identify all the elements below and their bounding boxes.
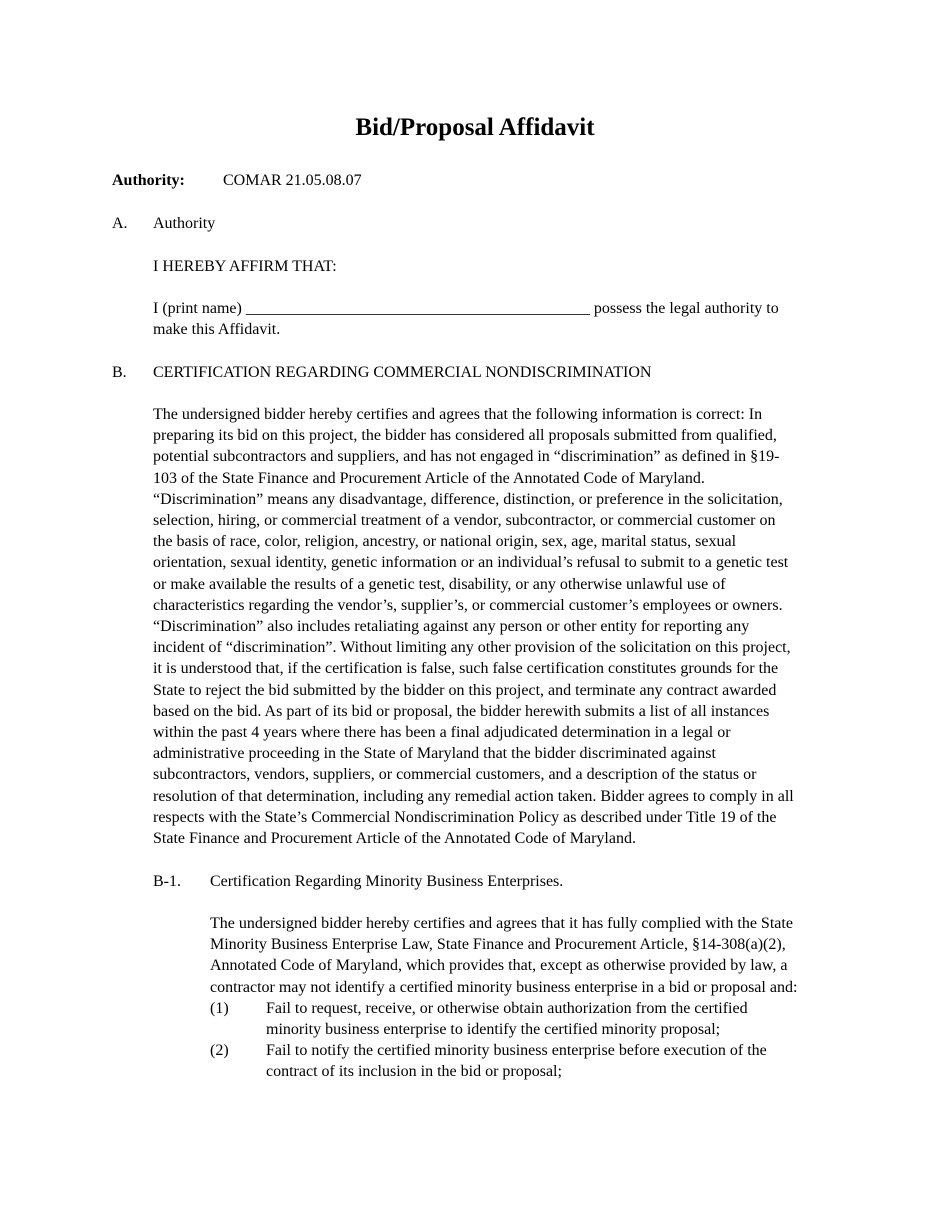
text-line: the basis of race, color, religion, ancestry, or national origin, sex, age, marital status, sexual [153, 533, 737, 551]
text-line: orientation, sexual identity, genetic information or an individual’s refusal to submit to a genetic test [153, 554, 789, 572]
text-line: “Discrimination” means any disadvantage, difference, distinction, or preference in the solicitation, [153, 490, 783, 508]
text-line: respects with the State’s Commercial Nondiscrimination Policy as described under Title 19 of the [153, 808, 777, 826]
text-line: State to reject the bid submitted by the bidder on this project, and terminate any contract awarded [153, 681, 777, 699]
section-b1-body [210, 913, 797, 998]
text-line: within the past 4 years where there has been a final adjudicated determination in a legal or [153, 724, 731, 742]
text-line: resolution of that determination, including any remedial action taken. Bidder agrees to comply in all [153, 787, 794, 805]
list-item-number: (1) [210, 1000, 229, 1017]
text-line: Annotated Code of Maryland, which provides that, except as otherwise provided by law, a [210, 957, 788, 975]
section-a-affirm: I HEREBY AFFIRM THAT: [153, 258, 337, 275]
text-line: I (print name) ___________________________________________ possess the legal authority to [153, 300, 779, 317]
text-line: it is understood that, if the certification is false, such false certification constitutes grounds for the [153, 660, 779, 678]
text-line: The undersigned bidder hereby certifies and agrees that it has fully complied with the State [210, 915, 793, 932]
section-b-heading: CERTIFICATION REGARDING COMMERCIAL NONDISCRIMINATION [153, 364, 652, 381]
text-line: 103 of the State Finance and Procurement Article of the Annotated Code of Maryland. [153, 469, 705, 487]
text-line: subcontractors, vendors, suppliers, or commercial customers, and a description of the status or [153, 766, 757, 784]
text-line: The undersigned bidder hereby certifies and agrees that the following information is correct: In [153, 406, 763, 423]
page-title: Bid/Proposal Affidavit [355, 114, 595, 141]
text-line: minority business enterprise to identify the certified minority proposal; [266, 1021, 721, 1039]
text-line: preparing its bid on this project, the bidder has considered all proposals submitted from qualified, [153, 427, 777, 445]
text-line: characteristics regarding the vendor’s, supplier’s, or commercial customer’s employees or owners. [153, 596, 783, 614]
text-line: incident of “discrimination”. Without limiting any other provision of the solicitation on this project, [153, 639, 791, 657]
text-line: “Discrimination” also includes retaliating against any person or other entity for reporting any [153, 618, 750, 636]
section-b1-marker: B-1. [153, 873, 181, 890]
text-line: or make available the results of a genetic test, disability, or any otherwise unlawful use of [153, 575, 726, 593]
authority-value: COMAR 21.05.08.07 [223, 172, 362, 189]
list-item [266, 998, 748, 1040]
section-a-heading: Authority [153, 215, 216, 232]
text-line: contractor may not identify a certified minority business enterprise in a bid or proposal and: [210, 978, 798, 996]
section-b-body [153, 404, 794, 849]
authority-label: Authority: [112, 172, 185, 189]
section-a-marker: A. [112, 215, 128, 232]
text-line: potential subcontractors and suppliers, and has not engaged in “discrimination” as defined in §19- [153, 448, 780, 466]
text-line: Fail to request, receive, or otherwise obtain authorization from the certified [266, 1000, 748, 1017]
text-line: contract of its inclusion in the bid or proposal; [266, 1063, 562, 1081]
section-b1-heading: Certification Regarding Minority Business Enterprises. [210, 873, 564, 890]
text-line: make this Affidavit. [153, 321, 281, 339]
section-b-marker: B. [112, 364, 127, 381]
text-line: selection, hiring, or commercial treatment of a vendor, subcontractor, or commercial customer on [153, 512, 776, 530]
text-line: Fail to notify the certified minority business enterprise before execution of the [266, 1042, 767, 1059]
list-item-number: (2) [210, 1042, 229, 1059]
list-item [266, 1040, 767, 1082]
text-line: Minority Business Enterprise Law, State Finance and Procurement Article, §14-308(a)(2), [210, 936, 786, 954]
text-line: administrative proceeding in the State of Maryland that the bidder discriminated against [153, 745, 716, 763]
section-a-statement [153, 298, 779, 340]
text-line: State Finance and Procurement Article of the Annotated Code of Maryland. [153, 830, 636, 848]
text-line: based on the bid. As part of its bid or proposal, the bidder herewith submits a list of all instances [153, 702, 770, 720]
